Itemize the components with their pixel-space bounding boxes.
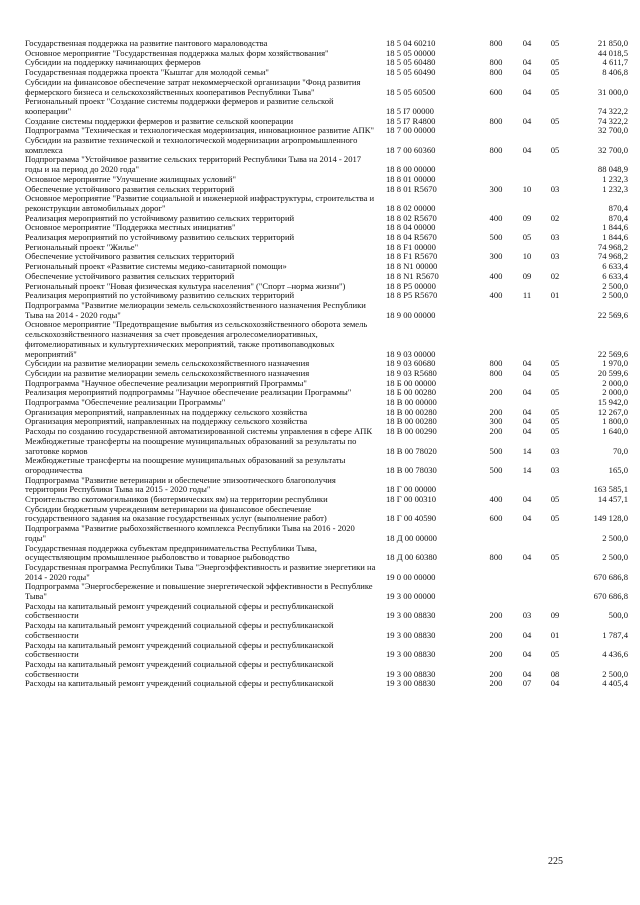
pr-code: 05	[550, 513, 560, 524]
row-name: Основное мероприятие "Развитие социальной и инженерной инфраструктуры, строительства и реконструкции автомобильных дорог"	[25, 193, 375, 213]
table-row	[20, 602, 626, 621]
vr-code: 200	[489, 649, 503, 660]
sum-value: 163 585,1	[593, 484, 628, 495]
csr-code: 19 3 00 08830	[386, 678, 436, 689]
csr-code: 19 3 00 08830	[386, 649, 436, 660]
rz-code: 04	[522, 367, 532, 378]
csr-code: 18 В 00 78020	[386, 445, 437, 456]
vr-code: 200	[489, 387, 503, 398]
pr-code: 03	[550, 464, 560, 475]
csr-code: 18 Г 00 00000	[386, 484, 437, 495]
sum-value: 12 267,0	[597, 406, 628, 417]
csr-code: 18 Д 00 60380	[386, 552, 437, 563]
pr-code: 05	[550, 38, 560, 48]
rz-code: 04	[522, 494, 532, 505]
csr-code: 18 Б 00 00000	[386, 377, 437, 388]
pr-code: 01	[550, 290, 560, 301]
table-row	[20, 505, 626, 524]
rz-code: 04	[522, 629, 532, 640]
sum-value: 21 850,0	[597, 38, 628, 48]
csr-code: 18 В 00 00000	[386, 397, 437, 408]
csr-code: 18 8 P5 00000	[386, 280, 436, 291]
sum-value: 1 232,3	[602, 173, 628, 184]
row-name: Обеспечение устойчивого развития сельских территорий	[25, 270, 235, 281]
csr-code: 18 8 02 00000	[386, 202, 436, 213]
csr-code: 18 7 00 60360	[386, 144, 436, 155]
csr-code: 18 9 03 60680	[386, 358, 436, 369]
pr-code: 05	[550, 367, 560, 378]
pr-code: 05	[550, 649, 560, 660]
vr-code: 800	[489, 38, 503, 48]
row-name: Основное мероприятие "Государственная поддержка малых форм хозяйствования"	[25, 47, 329, 58]
table-row	[20, 582, 626, 601]
pr-code: 05	[550, 426, 560, 437]
sum-value: 149 128,0	[593, 513, 628, 524]
rz-code: 04	[522, 416, 532, 427]
sum-value: 670 686,8	[593, 571, 628, 582]
pr-code: 05	[550, 67, 560, 78]
csr-code: 18 8 02 R5670	[386, 212, 437, 223]
rz-code: 04	[522, 668, 532, 679]
pr-code: 03	[550, 445, 560, 456]
pr-code: 04	[550, 678, 560, 689]
vr-code: 800	[489, 552, 503, 563]
pr-code: 03	[550, 183, 560, 194]
vr-code: 200	[489, 610, 503, 621]
page-number: 225	[548, 856, 563, 867]
sum-value: 6 633,4	[602, 270, 628, 281]
pr-code: 09	[550, 610, 560, 621]
rz-code: 04	[522, 513, 532, 524]
rz-code: 04	[522, 552, 532, 563]
rz-code: 09	[522, 212, 532, 223]
rz-code: 14	[522, 445, 532, 456]
pr-code: 03	[550, 232, 560, 243]
row-name: Расходы на капитальный ремонт учреждений социальной сферы и республиканской	[25, 678, 334, 689]
sum-value: 44 018,5	[597, 47, 628, 58]
csr-code: 18 5 05 00000	[386, 47, 436, 58]
sum-value: 4 405,4	[602, 678, 628, 689]
table-row	[20, 320, 626, 359]
sum-value: 6 633,4	[602, 261, 628, 272]
sum-value: 4 436,6	[602, 649, 628, 660]
row-name: Государственная поддержка проекта "Кыштаг для молодой семьи"	[25, 67, 269, 78]
table-row	[20, 563, 626, 582]
csr-code: 18 В 00 00290	[386, 426, 437, 437]
csr-code: 19 3 00 08830	[386, 668, 436, 679]
rz-code: 04	[522, 387, 532, 398]
csr-code: 18 9 03 R5680	[386, 367, 437, 378]
row-name: Реализация мероприятий по устойчивому развитию сельских территорий	[25, 212, 295, 223]
vr-code: 800	[489, 367, 503, 378]
csr-code: 18 5 I7 00000	[386, 105, 434, 116]
row-name: Подпрограмма "Развитие ветеринарии и обеспечение эпизоотического благополучия территории Республики Тыва на 2015 - 2020 годы"	[25, 474, 336, 495]
table-row	[20, 456, 626, 475]
pr-code: 03	[550, 251, 560, 262]
csr-code: 18 Г 00 00310	[386, 494, 437, 505]
table-row	[20, 194, 626, 213]
sum-value: 1 640,0	[602, 426, 628, 437]
pr-code: 05	[550, 86, 560, 97]
row-name: Подпрограмма "Развитие мелиорации земель сельскохозяйственного назначения Республики Тыва на 2014 - 2020 годы"	[25, 299, 366, 320]
row-name: Субсидии на развитие мелиорации земель сельскохозяйственного назначения	[25, 367, 310, 378]
csr-code: 19 3 00 08830	[386, 629, 436, 640]
row-name: Строительство скотомогильников (биотермических ям) на территории республики	[25, 494, 328, 505]
row-name: Субсидии на развитие мелиорации земель сельскохозяйственного назначения	[25, 358, 310, 369]
row-name: Субсидии бюджетным учреждениям ветеринарии на финансовое обеспечение государственного задания на оказание государственных услуг (выполнение работ)	[25, 503, 327, 524]
pr-code: 05	[550, 416, 560, 427]
table-row	[20, 544, 626, 563]
row-name: Подпрограмма "Устойчивое развитие сельских территорий Республики Тыва на 2014 - 2017 годы и на период до 2020 года"	[25, 154, 362, 175]
csr-code: 18 Д 00 00000	[386, 532, 437, 543]
csr-code: 18 8 01 R5670	[386, 183, 437, 194]
sum-value: 1 800,0	[602, 416, 628, 427]
pr-code: 05	[550, 494, 560, 505]
rz-code: 04	[522, 38, 532, 48]
vr-code: 800	[489, 144, 503, 155]
sum-value: 8 406,8	[602, 67, 628, 78]
csr-code: 18 8 F1 R5670	[386, 251, 438, 262]
vr-code: 800	[489, 115, 503, 126]
table-row	[20, 301, 626, 320]
row-name: Расходы на капитальный ремонт учреждений социальной сферы и республиканской собственности	[25, 659, 334, 679]
rz-code: 11	[522, 290, 532, 301]
row-name: Субсидии на развитие технической и технологической модернизации агропромышленного комплекса	[25, 135, 358, 155]
csr-code: 18 7 00 00000	[386, 125, 436, 136]
table-row	[20, 155, 626, 174]
table-row	[20, 621, 626, 640]
row-name: Реализация мероприятий по устойчивому развитию сельских территорий	[25, 290, 295, 301]
sum-value: 670 686,8	[593, 591, 628, 602]
vr-code: 600	[489, 86, 503, 97]
csr-code: 18 9 00 00000	[386, 309, 436, 320]
row-name: Межбюджетные трансферты на поощрение муниципальных образований за результаты огородничества	[25, 455, 346, 475]
pr-code: 08	[550, 668, 560, 679]
vr-code: 200	[489, 678, 503, 689]
csr-code: 18 8 P5 R5670	[386, 290, 438, 301]
csr-code: 18 5 05 60490	[386, 67, 436, 78]
row-name: Расходы на капитальный ремонт учреждений социальной сферы и республиканской собственности	[25, 620, 334, 640]
sum-value: 74 322,2	[597, 105, 628, 116]
vr-code: 300	[489, 183, 503, 194]
csr-code: 18 8 N1 00000	[386, 261, 438, 272]
csr-code: 18 8 04 R5670	[386, 232, 437, 243]
sum-value: 870,4	[608, 212, 628, 223]
sum-value: 2 500,0	[602, 280, 628, 291]
sum-value: 20 599,6	[597, 367, 628, 378]
sum-value: 1 787,4	[602, 629, 628, 640]
vr-code: 400	[489, 212, 503, 223]
vr-code: 500	[489, 232, 503, 243]
row-name: Организация мероприятий, направленных на поддержку сельского хозяйства	[25, 406, 308, 417]
pr-code: 05	[550, 115, 560, 126]
sum-value: 31 000,0	[597, 86, 628, 97]
csr-code: 18 5 I7 R4800	[386, 115, 436, 126]
row-name: Подпрограмма "Техническая и технологическая модернизация, инновационное развитие АПК"	[25, 125, 374, 136]
vr-code: 800	[489, 57, 503, 68]
table-row	[20, 97, 626, 116]
csr-code: 18 8 04 00000	[386, 222, 436, 233]
vr-code: 200	[489, 406, 503, 417]
sum-value: 1 232,3	[602, 183, 628, 194]
csr-code: 18 9 03 00000	[386, 348, 436, 359]
vr-code: 400	[489, 290, 503, 301]
rz-code: 14	[522, 464, 532, 475]
vr-code: 400	[489, 494, 503, 505]
row-name: Организация мероприятий, направленных на поддержку сельского хозяйства	[25, 416, 308, 427]
vr-code: 800	[489, 358, 503, 369]
csr-code: 18 5 05 60480	[386, 57, 436, 68]
sum-value: 2 500,0	[602, 532, 628, 543]
csr-code: 18 8 01 00000	[386, 173, 436, 184]
rz-code: 04	[522, 57, 532, 68]
sum-value: 1 844,6	[602, 222, 628, 233]
vr-code: 600	[489, 513, 503, 524]
csr-code: 19 0 00 00000	[386, 571, 436, 582]
row-name: Расходы на капитальный ремонт учреждений социальной сферы и республиканской собственности	[25, 639, 334, 660]
row-name: Реализация мероприятий подпрограммы "Научное обеспечение реализации Программы"	[25, 387, 352, 398]
row-name: Подпрограмма "Обеспечение реализации Программы"	[25, 397, 226, 408]
vr-code: 300	[489, 416, 503, 427]
pr-code: 02	[550, 270, 560, 281]
table-row	[20, 660, 626, 679]
table-row	[20, 679, 626, 689]
table-row	[20, 641, 626, 660]
row-name: Подпрограмма "Развитие рыбохозяйственного комплекса Республики Тыва на 2016 - 2020 годы"	[25, 523, 355, 543]
csr-code: 18 5 05 60500	[386, 86, 436, 97]
rz-code: 07	[522, 678, 532, 689]
csr-code: 18 В 00 78030	[386, 464, 437, 475]
sum-value: 2 500,0	[602, 668, 628, 679]
sum-value: 14 457,1	[597, 494, 628, 505]
sum-value: 870,4	[608, 202, 628, 213]
sum-value: 165,0	[608, 464, 628, 475]
row-name: Основное мероприятие "Улучшение жилищных условий"	[25, 173, 236, 184]
pr-code: 05	[550, 406, 560, 417]
pr-code: 05	[550, 552, 560, 563]
rz-code: 04	[522, 144, 532, 155]
table-row	[20, 136, 626, 155]
sum-value: 74 968,2	[597, 251, 628, 262]
pr-code: 01	[550, 629, 560, 640]
sum-value: 2 500,0	[602, 290, 628, 301]
sum-value: 2 500,0	[602, 552, 628, 563]
vr-code: 500	[489, 445, 503, 456]
row-name: Создание системы поддержки фермеров и развитие сельской кооперации	[25, 115, 294, 126]
rz-code: 09	[522, 270, 532, 281]
rz-code: 04	[522, 649, 532, 660]
row-name: Государственная поддержка на развитие пантового мараловодства	[25, 38, 268, 48]
sum-value: 74 322,2	[597, 115, 628, 126]
vr-code: 200	[489, 668, 503, 679]
sum-value: 70,0	[612, 445, 628, 456]
sum-value: 4 611,7	[602, 57, 628, 68]
csr-code: 18 5 04 60210	[386, 38, 436, 48]
rz-code: 05	[522, 232, 532, 243]
row-name: Региональный проект «Развитие системы медико-санитарной помощи»	[25, 261, 287, 272]
csr-code: 18 Б 00 00280	[386, 387, 437, 398]
rz-code: 10	[522, 183, 532, 194]
sum-value: 32 700,0	[597, 125, 628, 136]
row-name: Расходы на капитальный ремонт учреждений социальной сферы и республиканской собственности	[25, 600, 334, 621]
csr-code: 18 8 F1 00000	[386, 241, 436, 252]
pr-code: 02	[550, 212, 560, 223]
vr-code: 200	[489, 426, 503, 437]
table-row	[20, 524, 626, 543]
row-name: Основное мероприятие "Предотвращение выбытия из сельскохозяйственного оборота земель сельскохозяйственного назначения за счет проведения агролесомелиоративных, фитомелиоративных и культуртехнических мероприятий, также противопаводковых мероприятий"	[25, 319, 368, 359]
pr-code: 05	[550, 387, 560, 398]
rz-code: 04	[522, 426, 532, 437]
rz-code: 04	[522, 67, 532, 78]
pr-code: 05	[550, 358, 560, 369]
rz-code: 10	[522, 251, 532, 262]
row-name: Реализация мероприятий по устойчивому развитию сельских территорий	[25, 232, 295, 243]
sum-value: 500,0	[608, 610, 628, 621]
vr-code: 400	[489, 270, 503, 281]
sum-value: 1 970,0	[602, 358, 628, 369]
sum-value: 22 569,6	[597, 348, 628, 359]
row-name: Государственная программа Республики Тыва "Энергоэффективность и развитие энергетики на 2014 - 2020 годы"	[25, 561, 376, 582]
csr-code: 19 3 00 08830	[386, 610, 436, 621]
sum-value: 15 942,0	[597, 397, 628, 408]
row-name: Региональный проект "Жилье"	[25, 241, 139, 252]
row-name: Подпрограмма "Энергосбережение и повышение энергетической эффективности в Республике Тыва"	[25, 581, 373, 602]
rz-code: 04	[522, 115, 532, 126]
vr-code: 800	[489, 67, 503, 78]
sum-value: 2 000,0	[602, 387, 628, 398]
row-name: Подпрограмма "Научное обеспечение реализации мероприятий Программы"	[25, 377, 307, 388]
pr-code: 05	[550, 57, 560, 68]
row-name: Обеспечение устойчивого развития сельских территорий	[25, 183, 235, 194]
vr-code: 500	[489, 464, 503, 475]
row-name: Государственная поддержка субъектам предпринимательства Республики Тыва, осуществляющим промышленное рыболовство и товарное рыбоводство	[25, 542, 317, 563]
sum-value: 32 700,0	[597, 144, 628, 155]
budget-table	[20, 39, 626, 689]
csr-code: 18 В 00 00280	[386, 406, 437, 417]
vr-code: 300	[489, 251, 503, 262]
row-name: Межбюджетные трансферты на поощрение муниципальных образований за результаты по заготовке кормов	[25, 435, 357, 456]
table-row	[20, 476, 626, 495]
sum-value: 1 844,6	[602, 232, 628, 243]
rz-code: 03	[522, 610, 532, 621]
sum-value: 88 048,9	[597, 164, 628, 175]
rz-code: 04	[522, 358, 532, 369]
rz-code: 04	[522, 86, 532, 97]
row-name: Региональный проект "Создание системы поддержки фермеров и развитие сельской кооперации"	[25, 96, 334, 116]
sum-value: 22 569,6	[597, 309, 628, 320]
row-name: Субсидии на финансовое обеспечение затрат некоммерческой организации "Фонд развития фермерского бизнеса и сельскохозяйственных кооперативов Республики Тыва"	[25, 76, 361, 97]
csr-code: 18 Г 00 40590	[386, 513, 437, 524]
csr-code: 18 В 00 00280	[386, 416, 437, 427]
table-row	[20, 78, 626, 97]
sum-value: 2 000,0	[602, 377, 628, 388]
csr-code: 19 3 00 00000	[386, 591, 436, 602]
row-name: Обеспечение устойчивого развития сельских территорий	[25, 251, 235, 262]
row-name: Расходы по созданию государственной автоматизированной системы управления в сфере АПК	[25, 426, 373, 437]
csr-code: 18 8 N1 R5670	[386, 270, 439, 281]
table-row	[20, 437, 626, 456]
csr-code: 18 8 00 00000	[386, 164, 436, 175]
row-name: Основное мероприятие "Поддержка местных инициатив"	[25, 222, 236, 233]
pr-code: 05	[550, 144, 560, 155]
row-name: Субсидии на поддержку начинающих фермеров	[25, 57, 201, 68]
rz-code: 04	[522, 406, 532, 417]
row-name: Региональный проект "Новая физическая культура населения" ("Спорт –норма жизни")	[25, 280, 346, 291]
sum-value: 74 968,2	[597, 241, 628, 252]
vr-code: 200	[489, 629, 503, 640]
